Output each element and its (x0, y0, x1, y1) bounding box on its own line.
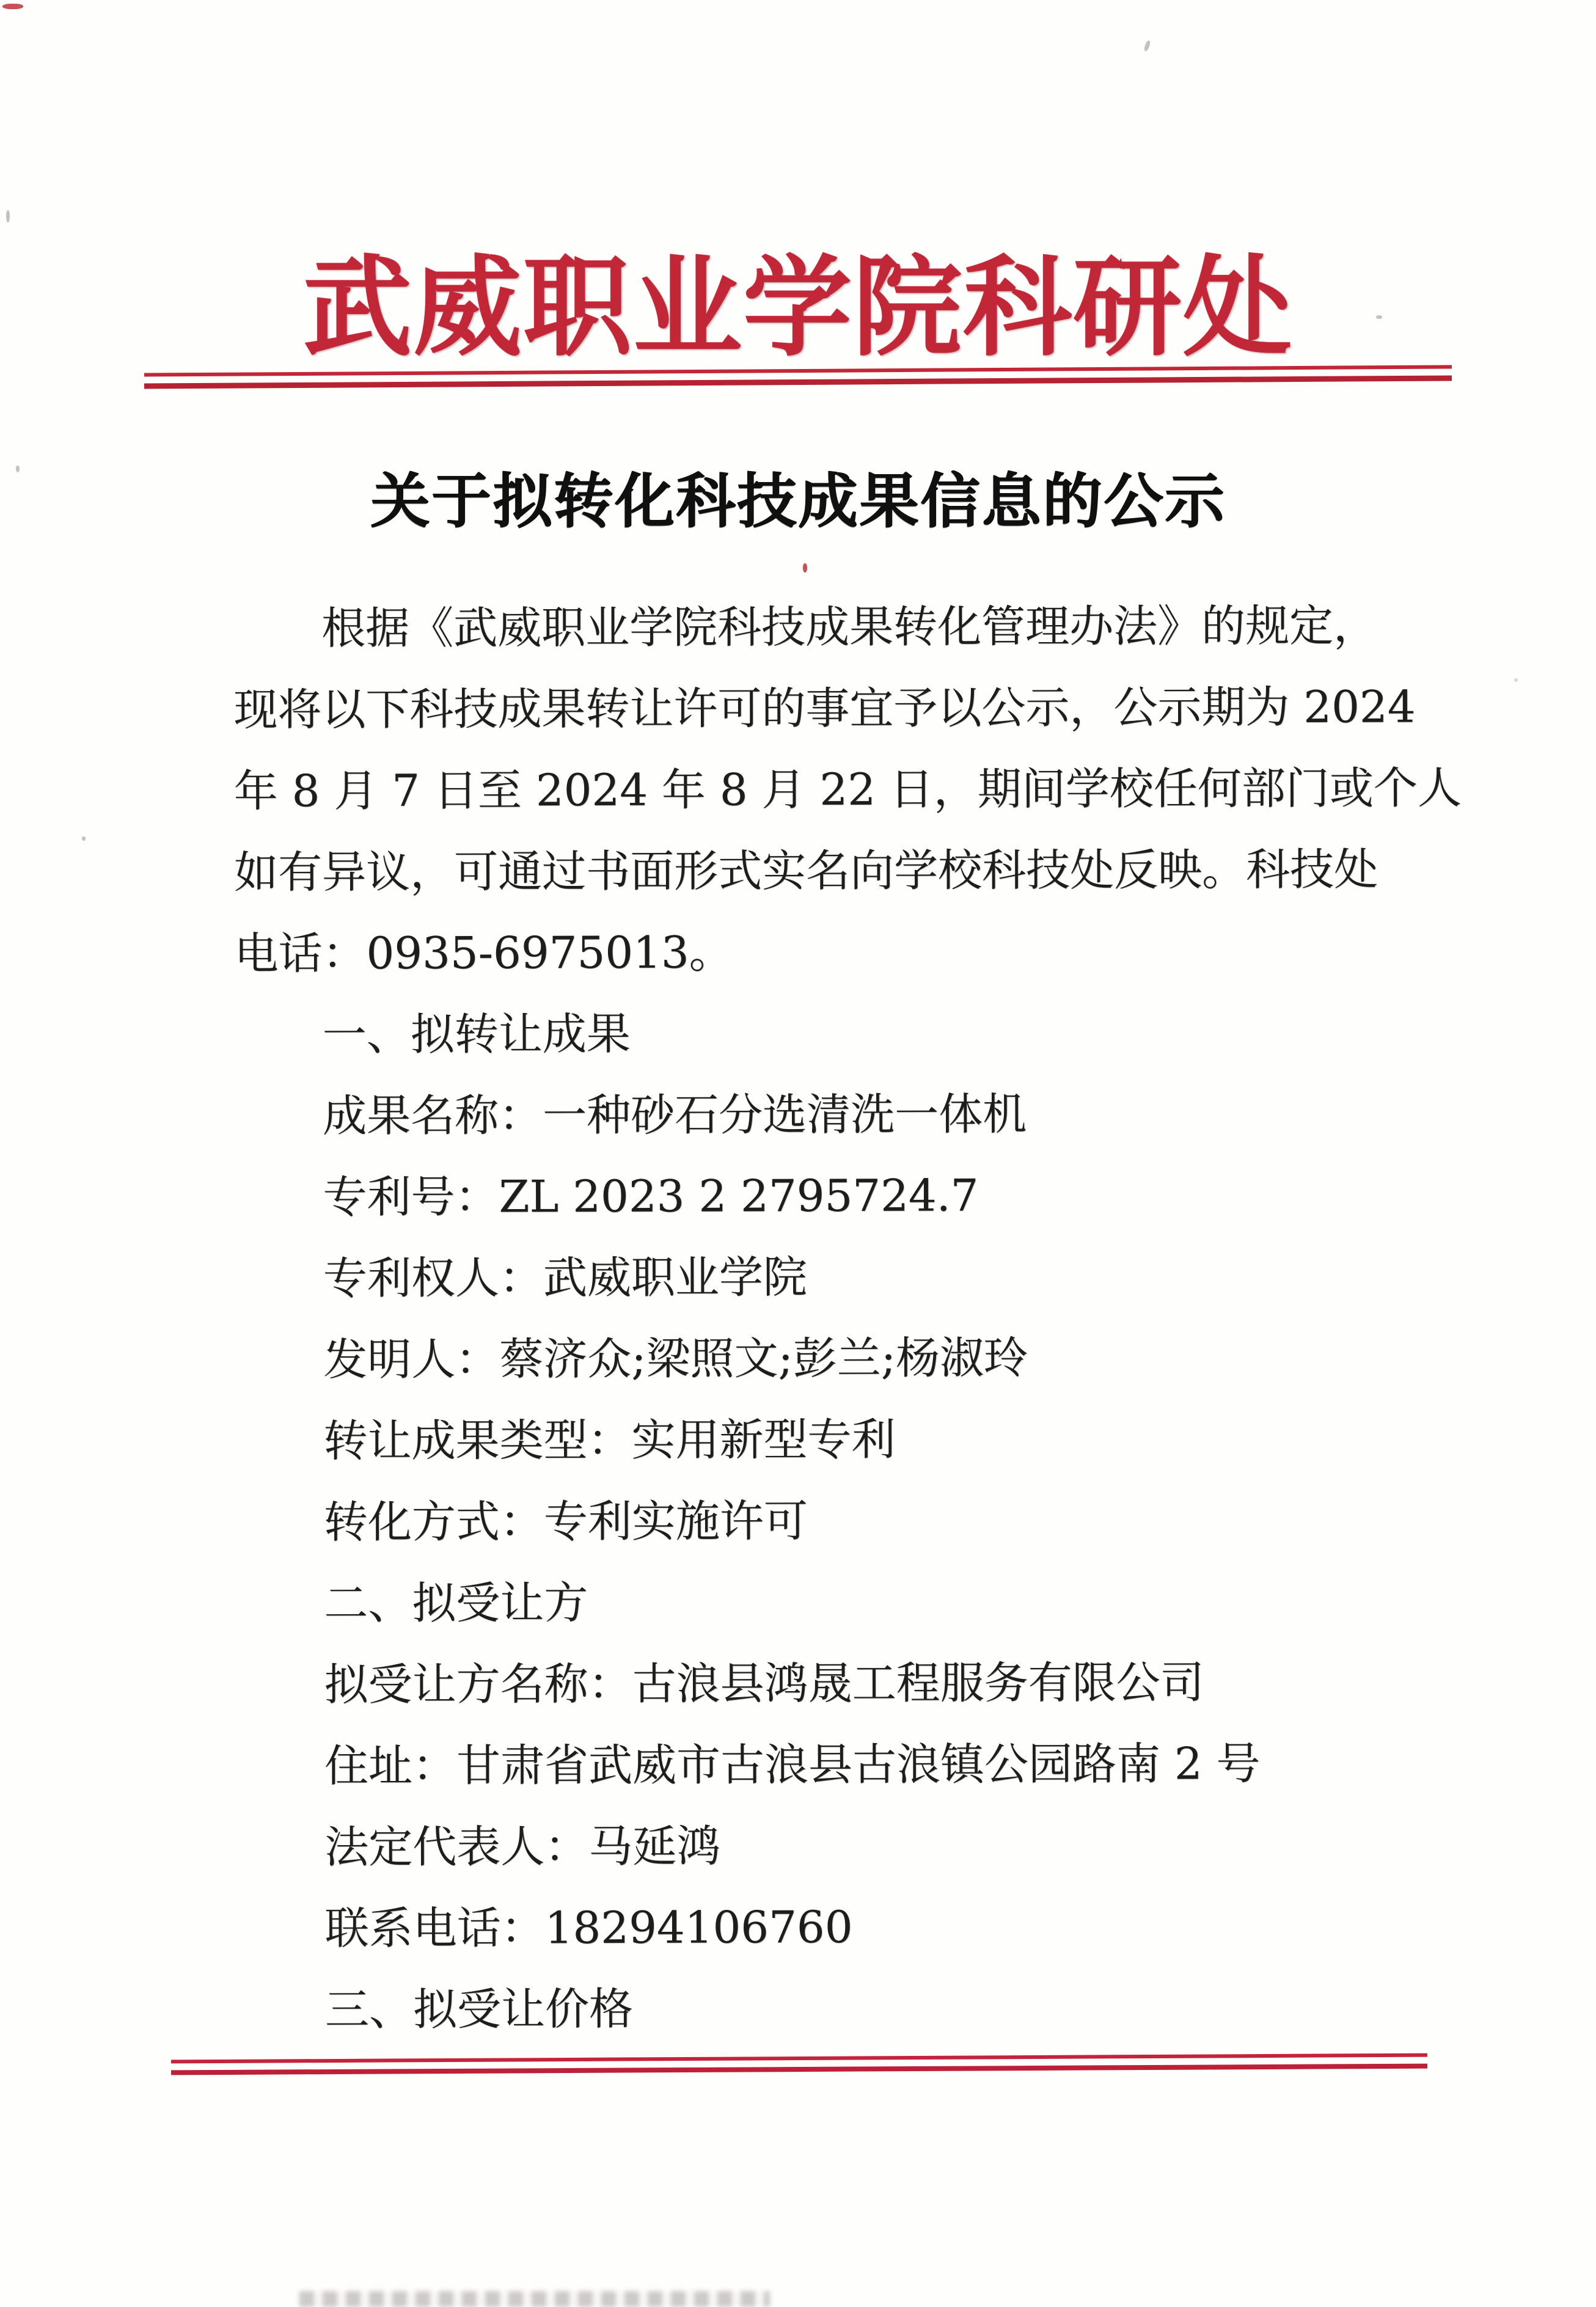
body-line: 发明人：蔡济众;梁照文;彭兰;杨淑玲 (323, 1332, 1028, 1386)
body-line: 年 8 月 7 日至 2024 年 8 月 22 日，期间学校任何部门或个人 (233, 762, 1462, 817)
section-heading: 三、拟受让价格 (324, 1983, 634, 2036)
footer-rule-thick (171, 2064, 1427, 2075)
body-line: 如有异议，可通过书面形式实名向学校科技处反映。科技处 (233, 843, 1378, 898)
body-line: 转化方式：专利实施许可 (323, 1495, 808, 1548)
header-rule-thick (144, 375, 1452, 389)
scan-speck (1143, 40, 1151, 51)
scan-speck (1376, 315, 1382, 319)
scan-speck (16, 466, 20, 472)
body-line: 专利权人：武威职业学院 (323, 1251, 807, 1304)
section-heading: 二、拟受让方 (324, 1577, 588, 1629)
cutoff-text-bottom (299, 2291, 770, 2307)
body-line: 现将以下科技成果转让许可的事宜予以公示，公示期为 2024 (233, 681, 1416, 736)
body-line: 电话：0935-6975013。 (234, 926, 733, 979)
scan-speck (82, 836, 86, 841)
section-heading: 一、拟转让成果 (322, 1007, 631, 1061)
scan-speck (803, 563, 807, 572)
body-line: 法定代表人：马延鸿 (324, 1820, 721, 1873)
document-body (233, 594, 1462, 2060)
body-line: 联系电话：18294106760 (324, 1901, 853, 1954)
scan-speck (6, 210, 10, 222)
letterhead-title: 武威职业学院科研处 (303, 243, 1293, 371)
scan-speck (2, 4, 23, 9)
body-line: 根据《武威职业学院科技成果转化管理办法》的规定， (321, 599, 1378, 654)
body-line: 拟受让方名称：古浪县鸿晟工程服务有限公司 (324, 1656, 1204, 1711)
body-line: 专利号：ZL 2023 2 2795724.7 (323, 1169, 979, 1223)
document-title: 关于拟转化科技成果信息的公示 (370, 466, 1226, 536)
body-line: 转让成果类型：实用新型专利 (323, 1413, 896, 1467)
scan-speck (1514, 678, 1518, 682)
body-line: 住址：甘肃省武威市古浪县古浪镇公园路南 2 号 (324, 1738, 1261, 1792)
body-line: 成果名称：一种砂石分选清洗一体机 (322, 1088, 1027, 1142)
